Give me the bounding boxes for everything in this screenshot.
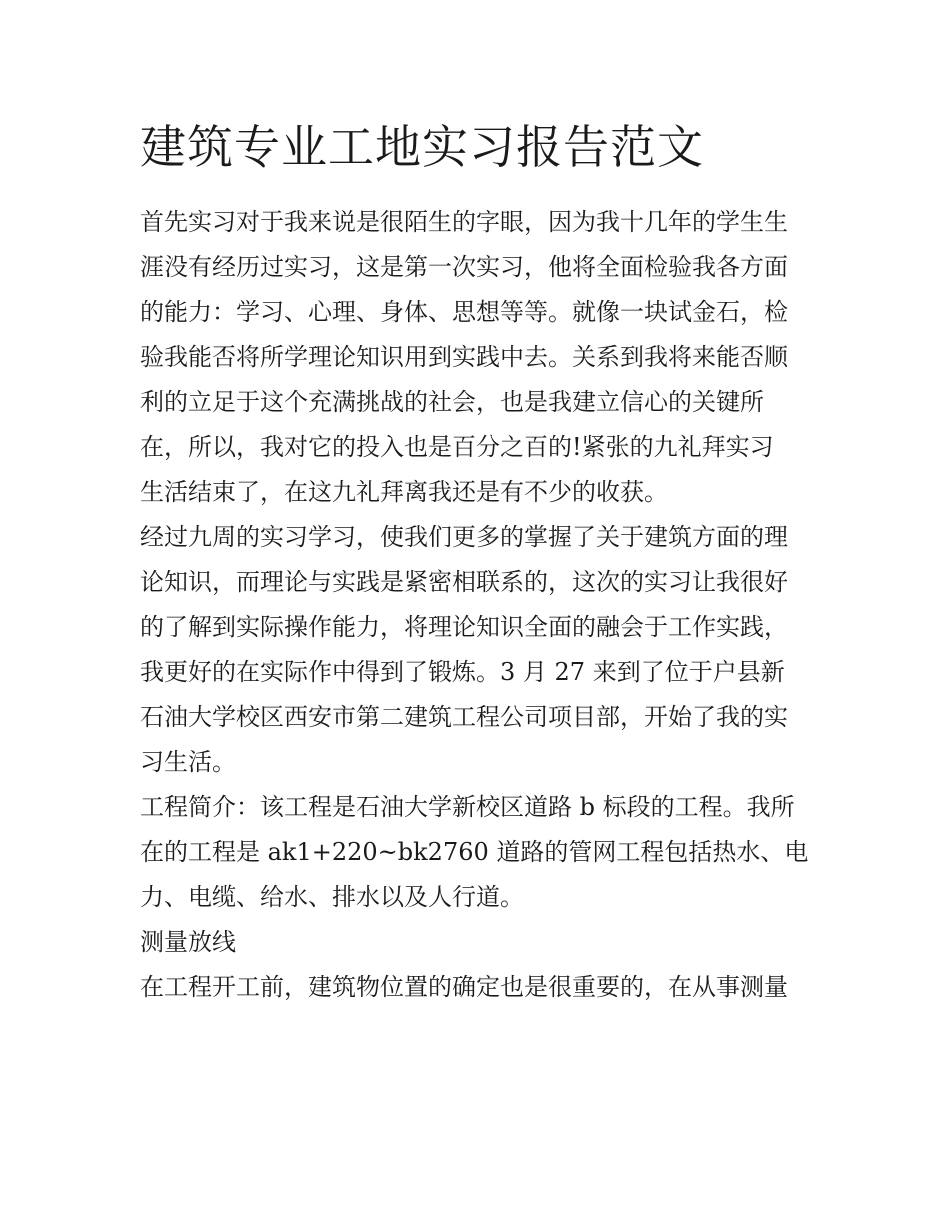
document-body — [140, 200, 830, 1010]
text-line: 在的工程是 ak1+220~bk2760 道路的管网工程包括热水、电 — [140, 838, 809, 866]
section-heading-survey — [140, 920, 830, 965]
paragraph-internship-summary — [140, 515, 830, 785]
text-line: 的了解到实际操作能力，将理论知识全面的融会于工作实践， — [140, 613, 788, 641]
text-line: 测量放线 — [140, 928, 236, 956]
text-line: 验我能否将所学理论知识用到实践中去。关系到我将来能否顺 — [140, 343, 788, 371]
text-line: 首先实习对于我来说是很陌生的字眼，因为我十几年的学生生 — [140, 208, 788, 236]
text-line: 我更好的在实际作中得到了锻炼。3 月 27 来到了位于户县新 — [140, 658, 785, 686]
text-line: 经过九周的实习学习，使我们更多的掌握了关于建筑方面的理 — [140, 523, 788, 551]
text-line: 涯没有经历过实习，这是第一次实习，他将全面检验我各方面 — [140, 253, 788, 281]
text-line: 工程简介：该工程是石油大学新校区道路 b 标段的工程。我所 — [140, 793, 795, 821]
document-title: 建筑专业工地实习报告范文 — [140, 120, 704, 174]
text-line: 在工程开工前，建筑物位置的确定也是很重要的，在从事测量 — [140, 973, 788, 1001]
text-line: 利的立足于这个充满挑战的社会，也是我建立信心的关键所 — [140, 388, 764, 416]
text-line: 论知识，而理论与实践是紧密相联系的，这次的实习让我很好 — [140, 568, 788, 596]
text-line: 习生活。 — [140, 748, 236, 776]
text-line: 石油大学校区西安市第二建筑工程公司项目部，开始了我的实 — [140, 703, 788, 731]
text-line: 的能力：学习、心理、身体、思想等等。就像一块试金石，检 — [140, 298, 788, 326]
text-line: 在，所以，我对它的投入也是百分之百的!紧张的九礼拜实习 — [140, 433, 774, 461]
text-line: 生活结束了，在这九礼拜离我还是有不少的收获。 — [140, 478, 668, 506]
text-line: 力、电缆、给水、排水以及人行道。 — [140, 883, 524, 911]
paragraph-survey — [140, 965, 830, 1010]
paragraph-project-overview — [140, 785, 830, 920]
paragraph-intro — [140, 200, 830, 515]
